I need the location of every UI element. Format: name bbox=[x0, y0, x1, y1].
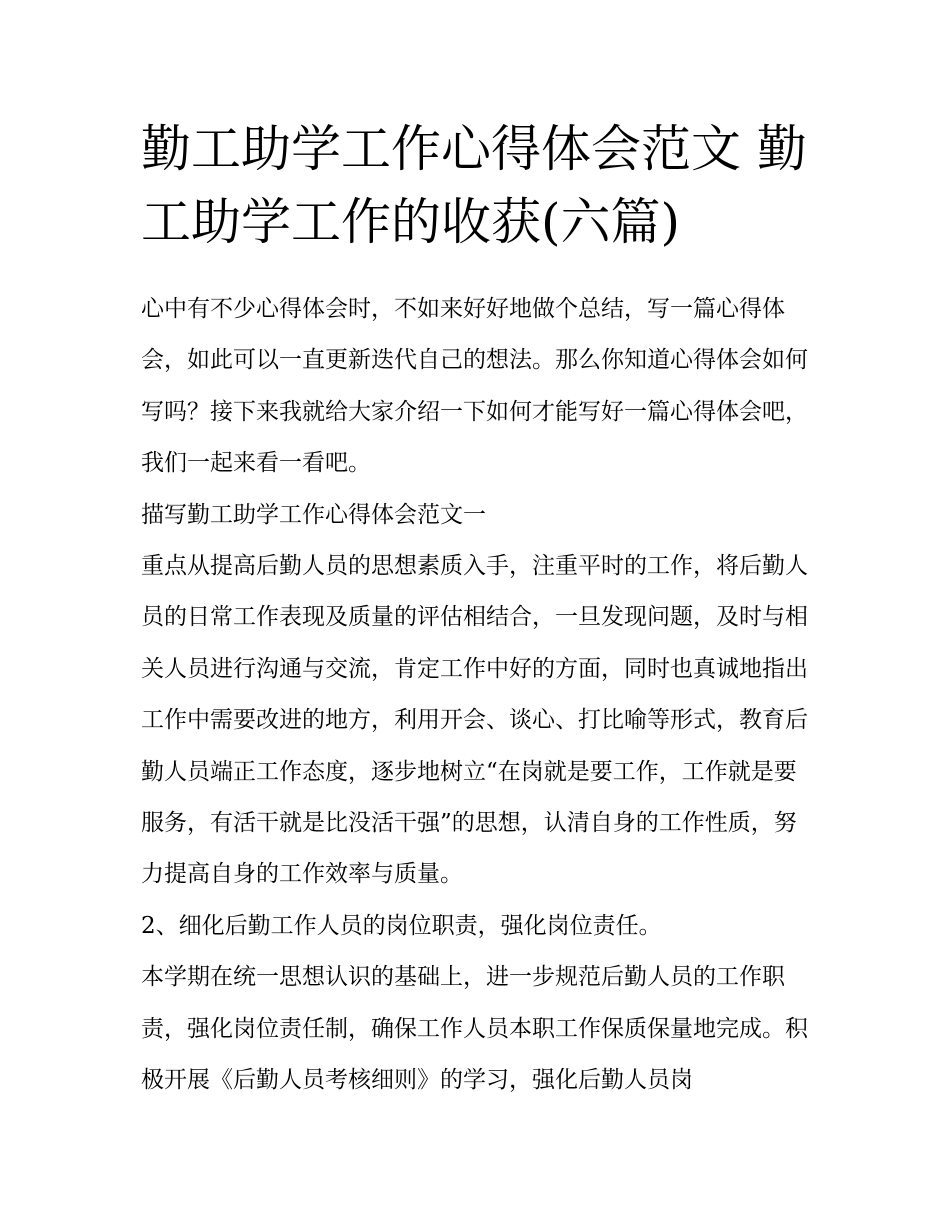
section-heading: 描写勤工助学工作心得体会范文一 bbox=[141, 501, 486, 528]
body-paragraph: 重点从提高后勤人员的思想素质入手，注重平时的工作，将后勤人员的日常工作表现及质量的评估相结合，一旦发现问题，及时与相关人员进行沟通与交流，肯定工作中好的方面，同时也真诚地指出工作中需要改进的地方，利用开会、谈心、打比喻等形式，教育后勤人员端正工作态度，逐步地树立“在岗就是要工作，工作就是要服务，有活干就是比没活干强”的思想，认清自身的工作性质，努力提高自身的工作效率与质量。 bbox=[141, 553, 808, 888]
body-paragraph: 本学期在统一思想认识的基础上，进一步规范后勤人员的工作职责，强化岗位责任制，确保工作人员本职工作保质保量地完成。积极开展《后勤人员考核细则》的学习，强化后勤人员岗 bbox=[141, 964, 808, 1094]
document-title: 勤工助学工作心得体会范文 勤工助学工作的收获(六篇) bbox=[141, 120, 807, 251]
intro-paragraph: 心中有不少心得体会时，不如来好好地做个总结，写一篇心得体会，如此可以一直更新迭代自己的想法。那么你知道心得体会如何写吗？接下来我就给大家介绍一下如何才能写好一篇心得体会吧，我们一起来看一看吧。 bbox=[141, 296, 808, 477]
numbered-item: 2、细化后勤工作人员的岗位职责，强化岗位责任。 bbox=[141, 912, 662, 939]
document-body bbox=[141, 284, 813, 1107]
